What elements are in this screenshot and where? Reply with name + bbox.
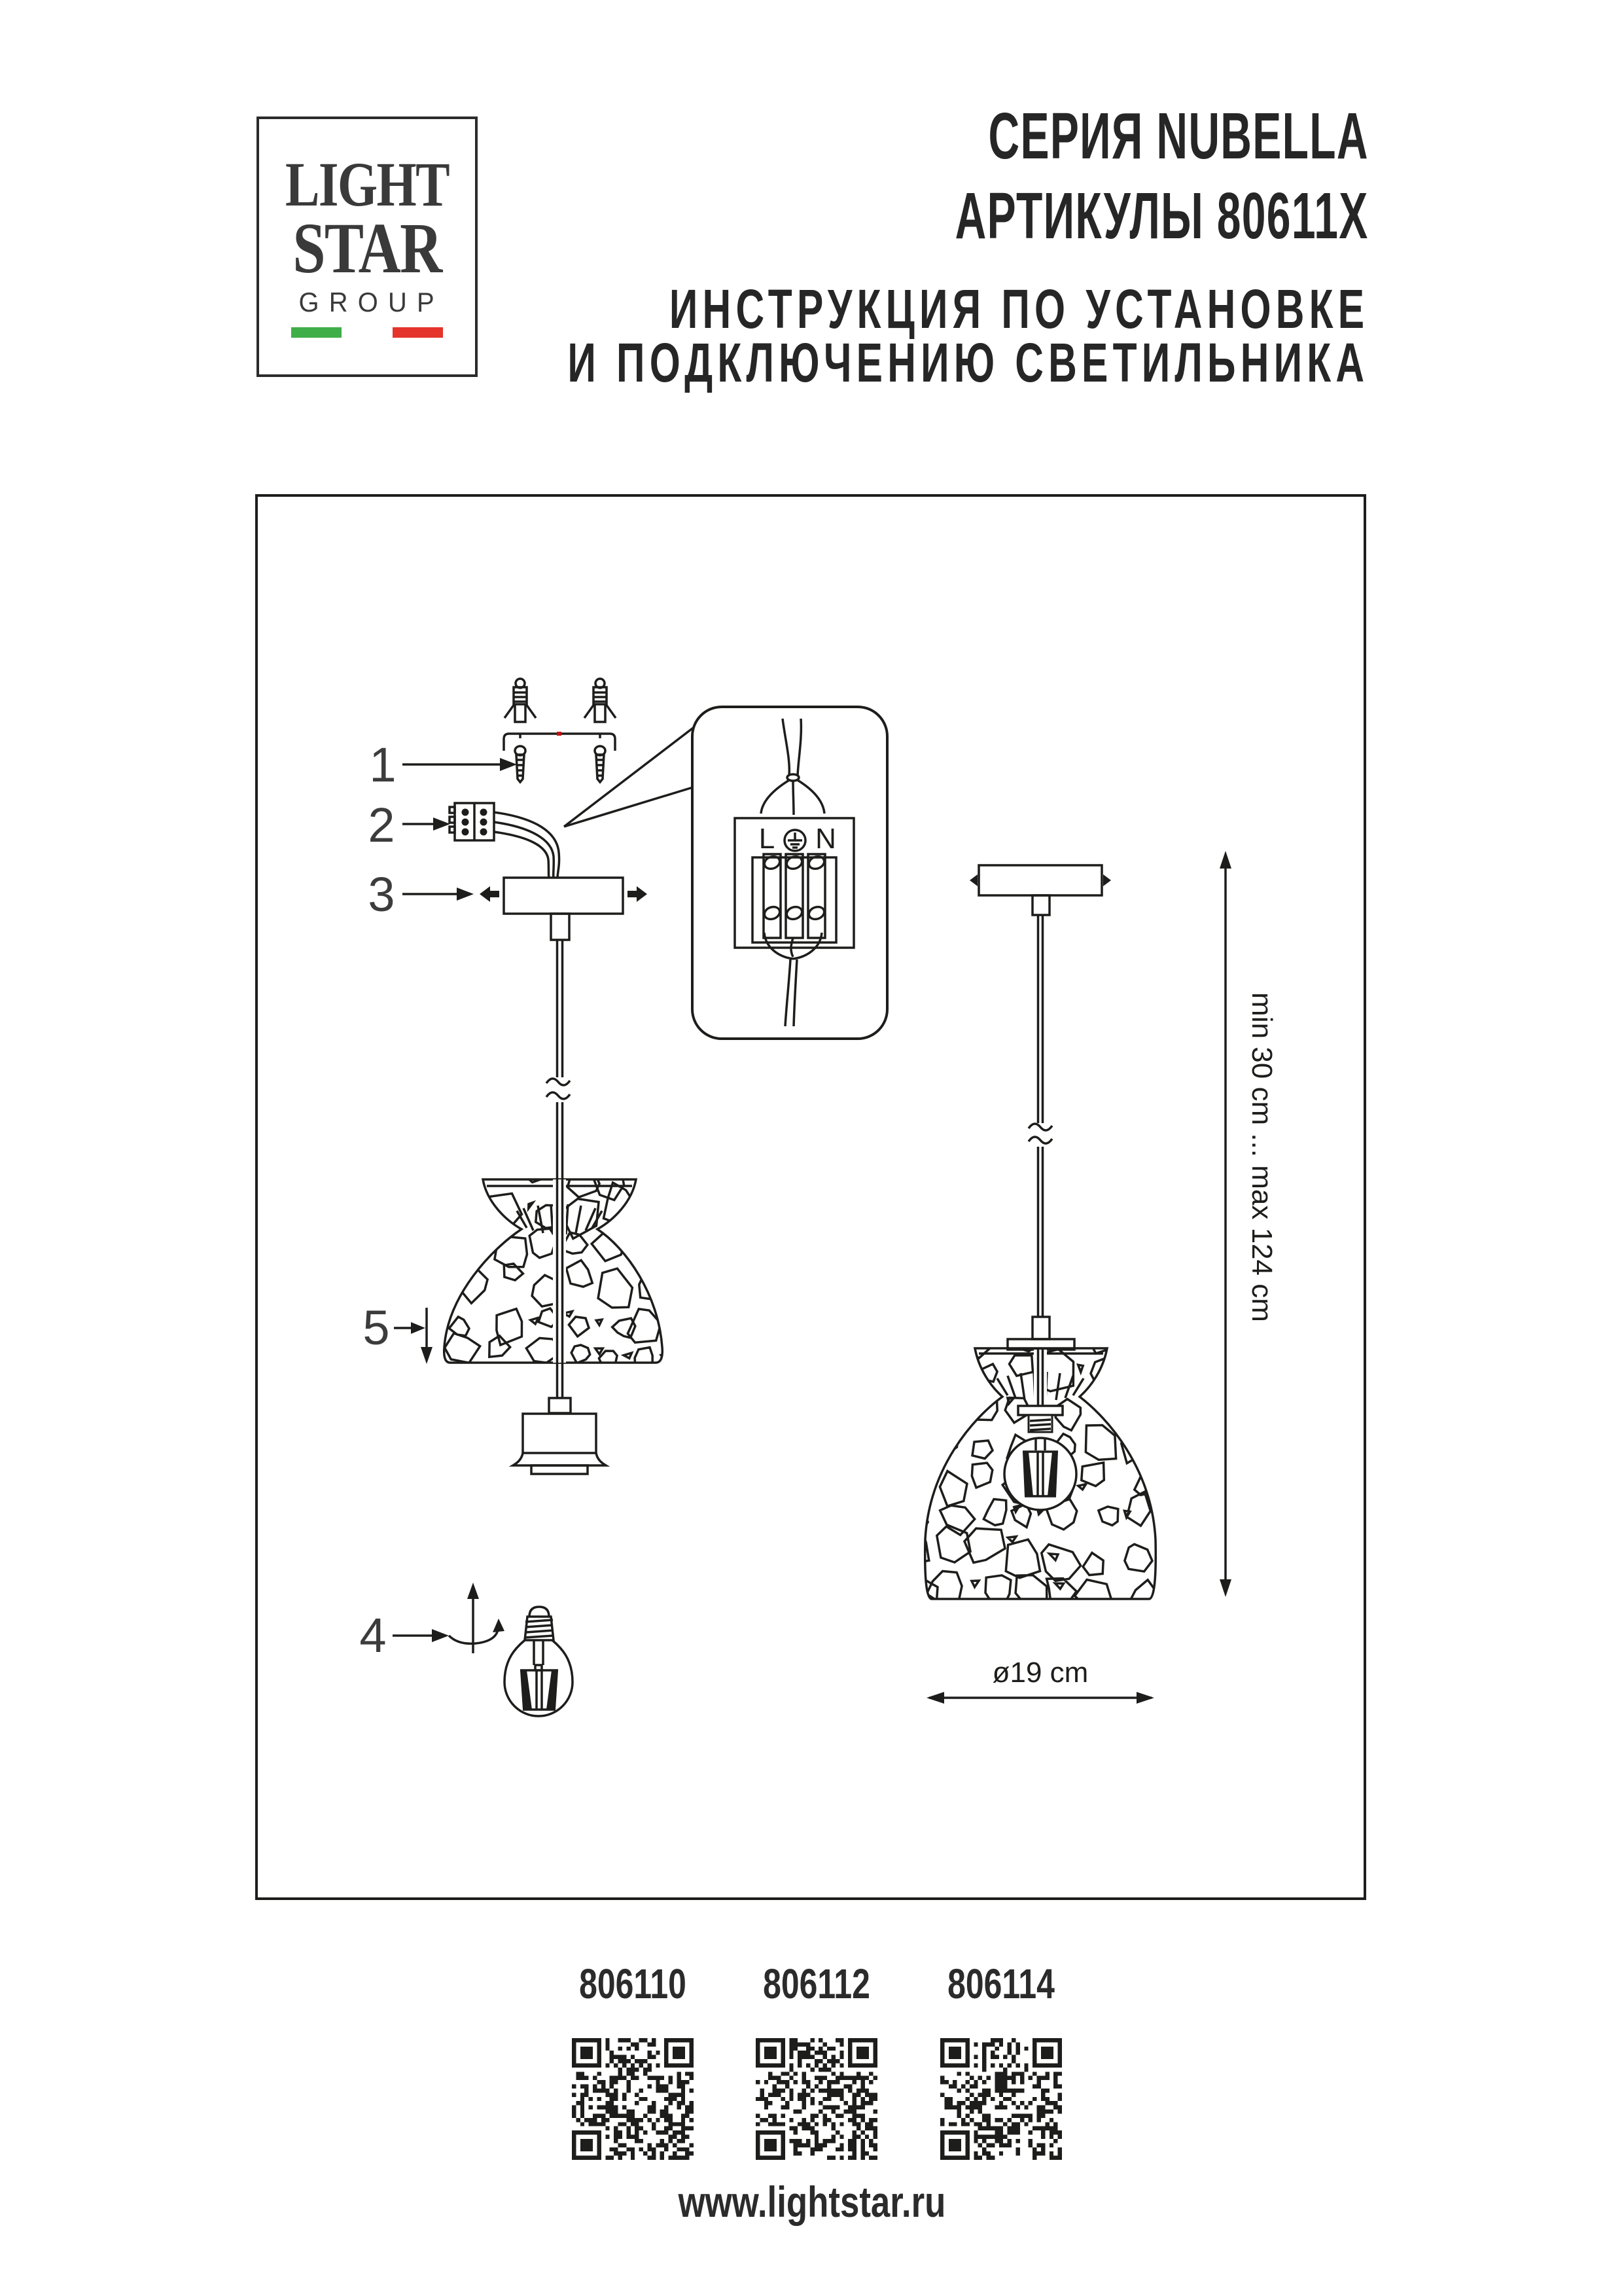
- cord-grip: [1033, 895, 1050, 915]
- step-4-label: 4: [359, 1608, 387, 1662]
- logo-word-star: STAR: [292, 208, 442, 288]
- terminal-wires: [494, 812, 559, 878]
- article-block: [738, 1960, 895, 2160]
- step-3-label: 3: [368, 867, 395, 922]
- lightstar-logo: [256, 117, 478, 377]
- height-dimension: [1220, 851, 1278, 1597]
- article-code: 806110: [579, 1960, 686, 2007]
- logo-word-group: GROUP: [298, 287, 444, 317]
- lamp-shade: [403, 1147, 682, 1370]
- wiring-callout: [692, 707, 887, 1039]
- terminal-block: [450, 803, 494, 840]
- step-5-label: 5: [362, 1300, 390, 1355]
- qr-code: [572, 2038, 694, 2160]
- ceiling-canopy: [504, 878, 623, 914]
- cord-grip: [1033, 1317, 1050, 1339]
- lamp-socket: [513, 1363, 606, 1474]
- exploded-view: [359, 679, 695, 1716]
- flag-white-stripe: [342, 327, 392, 338]
- screw-icon: [595, 746, 605, 782]
- side-screw-icon: [970, 874, 978, 886]
- diameter-dimension: [927, 1657, 1154, 1704]
- rotate-icon: [449, 1583, 504, 1653]
- logo-word-light: LIGHT: [285, 149, 449, 219]
- wall-anchor-icon: [504, 679, 536, 722]
- side-screw-icon: [1103, 874, 1111, 886]
- italian-flag-icon: [291, 327, 443, 338]
- suspension-cord: [546, 940, 570, 1179]
- instruction-title-line1: ИНСТРУКЦИЯ ПО УСТАНОВКЕ: [669, 278, 1369, 340]
- assembled-view: [892, 851, 1278, 1704]
- mounting-bracket: [504, 732, 615, 751]
- flag-red-stripe: [393, 327, 443, 338]
- wall-anchor-icon: [584, 679, 616, 722]
- lamp-shade: [892, 1318, 1170, 1615]
- step-2-label: 2: [368, 798, 395, 852]
- cord-grip: [551, 914, 569, 940]
- suspension-cord: [1029, 915, 1052, 1317]
- bracket-center-mark: [557, 732, 561, 736]
- article-code: 806112: [763, 1960, 870, 2007]
- qr-code: [940, 2038, 1062, 2160]
- ceiling-canopy: [979, 865, 1102, 895]
- flag-green-stripe: [291, 327, 342, 338]
- diameter-dimension-label: ø19 cm: [992, 1657, 1089, 1689]
- qr-code: [756, 2038, 877, 2160]
- website-url: www.lightstar.ru: [678, 2178, 946, 2226]
- article-block: [554, 1960, 711, 2160]
- side-screw-arrow-icon: [627, 886, 647, 902]
- series-title: СЕРИЯ NUBELLA: [988, 99, 1369, 173]
- screw-icon: [515, 746, 525, 782]
- light-bulb-icon: [504, 1607, 573, 1716]
- height-dimension-label: min 30 cm ... max 124 cm: [1246, 992, 1278, 1322]
- instruction-title-line2: И ПОДКЛЮЧЕНИЮ СВЕТИЛЬНИКА: [567, 332, 1369, 393]
- side-screw-arrow-icon: [480, 886, 499, 902]
- terminal-l-label: L: [758, 823, 775, 855]
- callout-pointer: [564, 726, 695, 827]
- article-code: 806114: [947, 1960, 1055, 2007]
- article-block: [923, 1960, 1080, 2160]
- terminal-n-label: N: [815, 823, 836, 855]
- installation-diagram: [255, 494, 1366, 1900]
- articles-title: АРТИКУЛЫ 80611X: [955, 179, 1369, 253]
- step-1-label: 1: [369, 738, 397, 792]
